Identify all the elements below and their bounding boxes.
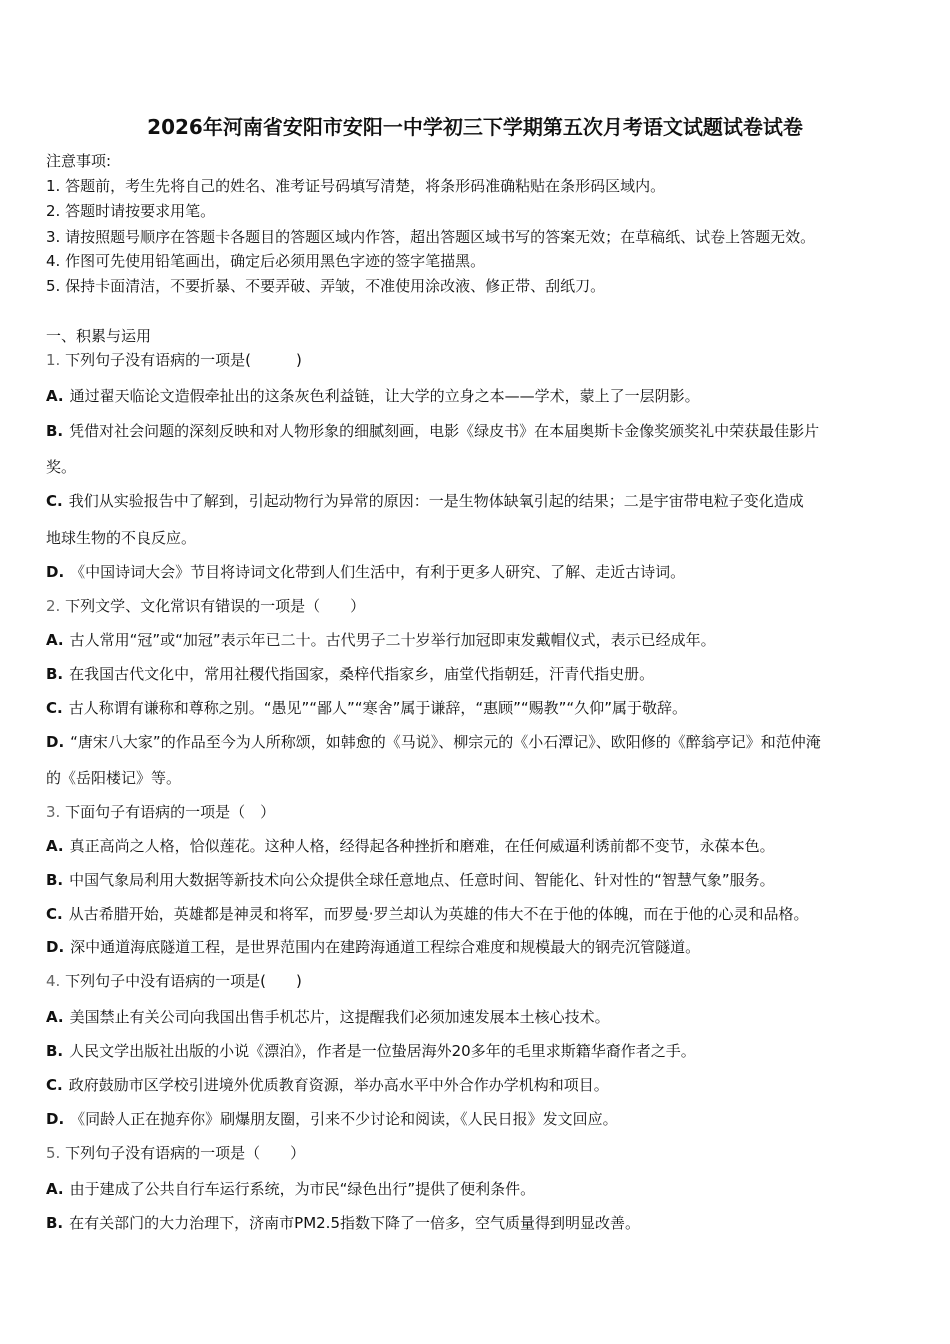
answer-option bbox=[46, 1179, 535, 1199]
answer-option bbox=[46, 630, 716, 650]
answer-option bbox=[46, 1007, 610, 1027]
question-number: 5. bbox=[46, 1144, 61, 1162]
answer-option bbox=[46, 1075, 609, 1095]
question-text: 下列句子中没有语病的一项是( ) bbox=[65, 972, 302, 990]
option-text-continued: 地球生物的不良反应。 bbox=[46, 529, 197, 547]
answer-option bbox=[46, 562, 685, 582]
option-letter: B. bbox=[46, 871, 64, 889]
option-letter: C. bbox=[46, 492, 63, 510]
option-text-continued: 的《岳阳楼记》等。 bbox=[46, 769, 182, 787]
question-text: 下列文学、文化常识有错误的一项是（ ） bbox=[65, 597, 366, 615]
option-text: 《中国诗词大会》节目将诗词文化带到人们生活中，有利于更多人研究、了解、走近古诗词。 bbox=[70, 563, 686, 581]
notice-text: 1. 答题前，考生先将自己的姓名、准考证号码填写清楚，将条形码准确粘贴在条形码区域内。 bbox=[46, 177, 666, 195]
option-letter: B. bbox=[46, 1042, 64, 1060]
option-text: 古人常用“冠”或“加冠”表示年已二十。古代男子二十岁举行加冠即束发戴帽仪式，表示已经成年。 bbox=[69, 631, 716, 649]
option-letter: C. bbox=[46, 699, 63, 717]
option-letter: C. bbox=[46, 905, 63, 923]
question-stem bbox=[46, 596, 365, 616]
question-stem bbox=[46, 802, 275, 822]
option-letter: A. bbox=[46, 1008, 64, 1026]
option-text: 人民文学出版社出版的小说《漂泊》，作者是一位蛰居海外20多年的毛里求斯籍华裔作者之手。 bbox=[69, 1042, 696, 1060]
answer-option bbox=[46, 421, 819, 441]
option-text: 通过翟天临论文造假牵扯出的这条灰色利益链，让大学的立身之本——学术，蒙上了一层阴影。 bbox=[69, 387, 700, 405]
notice-item bbox=[46, 251, 485, 271]
notice-item bbox=[46, 176, 665, 196]
option-text: 中国气象局利用大数据等新技术向公众提供全球任意地点、任意时间、智能化、针对性的“智慧气象”服务。 bbox=[69, 871, 775, 889]
notice-text: 2. 答题时请按要求用笔。 bbox=[46, 202, 216, 220]
option-text: 在我国古代文化中，常用社稷代指国家，桑梓代指家乡，庙堂代指朝廷，汗青代指史册。 bbox=[69, 665, 655, 683]
answer-option bbox=[46, 491, 804, 511]
option-text: “唐宋八大家”的作品至今为人所称颂，如韩愈的《马说》、柳宗元的《小石潭记》、欧阳修的《醉翁亭记》和范仲淹 bbox=[70, 733, 821, 751]
option-text: 真正高尚之人格，恰似莲花。这种人格，经得起各种挫折和磨难，在任何威逼利诱前都不变节，永葆本色。 bbox=[69, 837, 775, 855]
option-text: 由于建成了公共自行车运行系统，为市民“绿色出行”提供了便利条件。 bbox=[69, 1180, 536, 1198]
notice-item bbox=[46, 227, 815, 247]
option-letter: D. bbox=[46, 938, 65, 956]
answer-option bbox=[46, 836, 775, 856]
question-number: 4. bbox=[46, 972, 61, 990]
answer-option bbox=[46, 698, 687, 718]
answer-option bbox=[46, 937, 700, 957]
option-text: 深中通道海底隧道工程，是世界范围内在建跨海通道工程综合难度和规模最大的钢壳沉管隧道。 bbox=[70, 938, 701, 956]
answer-option bbox=[46, 1041, 696, 1061]
option-letter: A. bbox=[46, 631, 64, 649]
notice-text: 5. 保持卡面清洁，不要折暴、不要弄破、弄皱，不准使用涂改液、修正带、刮纸刀。 bbox=[46, 277, 606, 295]
answer-option bbox=[46, 904, 809, 924]
option-letter: A. bbox=[46, 1180, 64, 1198]
answer-option bbox=[46, 1213, 640, 1233]
question-text: 下面句子有语病的一项是（ ） bbox=[65, 803, 276, 821]
option-letter: A. bbox=[46, 837, 64, 855]
notice-item bbox=[46, 276, 605, 296]
answer-option bbox=[46, 732, 821, 752]
option-letter: B. bbox=[46, 422, 64, 440]
option-text: 在有关部门的大力治理下，济南市PM2.5指数下降了一倍多，空气质量得到明显改善。 bbox=[69, 1214, 640, 1232]
option-text: 美国禁止有关公司向我国出售手机芯片，这提醒我们必须加速发展本土核心技术。 bbox=[69, 1008, 610, 1026]
answer-option bbox=[46, 1109, 618, 1129]
exam-title: 2026年河南省安阳市安阳一中学初三下学期第五次月考语文试题试卷试卷 bbox=[147, 115, 803, 139]
notice-item bbox=[46, 201, 215, 221]
question-text: 下列句子没有语病的一项是( ) bbox=[65, 351, 302, 369]
option-text: 我们从实验报告中了解到，引起动物行为异常的原因：一是生物体缺氧引起的结果；二是宇宙带电粒子变化造成 bbox=[68, 492, 804, 510]
option-text: 从古希腊开始，英雄都是神灵和将军，而罗曼·罗兰却认为英雄的伟大不在于他的体魄，而在于他的心灵和品格。 bbox=[68, 905, 809, 923]
notice-text: 4. 作图可先使用铅笔画出，确定后必须用黑色字迹的签字笔描黑。 bbox=[46, 252, 486, 270]
option-text: 政府鼓励市区学校引进境外优质教育资源，举办高水平中外合作办学机构和项目。 bbox=[68, 1076, 609, 1094]
option-letter: B. bbox=[46, 665, 64, 683]
question-stem bbox=[46, 350, 302, 370]
option-text: 《同龄人正在抛弃你》刷爆朋友圈，引来不少讨论和阅读，《人民日报》发文回应。 bbox=[70, 1110, 618, 1128]
question-number: 2. bbox=[46, 597, 61, 615]
question-number: 3. bbox=[46, 803, 61, 821]
option-letter: D. bbox=[46, 563, 65, 581]
option-text: 古人称谓有谦称和尊称之别。“愚见”“鄙人”“寒舍”属于谦辞，“惠顾”“赐教”“久仰”属于敬辞。 bbox=[68, 699, 687, 717]
section-heading: 一、积累与运用 bbox=[46, 327, 152, 345]
option-text-continued: 奖。 bbox=[46, 458, 77, 476]
question-number: 1. bbox=[46, 351, 61, 369]
question-text: 下列句子没有语病的一项是（ ） bbox=[65, 1144, 306, 1162]
option-letter: D. bbox=[46, 1110, 65, 1128]
notice-text: 3. 请按照题号顺序在答题卡各题目的答题区域内作答，超出答题区域书写的答案无效；在草稿纸、试卷上答题无效。 bbox=[46, 228, 816, 246]
question-stem bbox=[46, 971, 302, 991]
question-stem bbox=[46, 1143, 305, 1163]
answer-option-continued bbox=[46, 457, 76, 477]
answer-option bbox=[46, 386, 700, 406]
answer-option bbox=[46, 664, 654, 684]
option-letter: D. bbox=[46, 733, 65, 751]
answer-option-continued bbox=[46, 768, 181, 788]
answer-option bbox=[46, 870, 775, 890]
option-letter: A. bbox=[46, 387, 64, 405]
answer-option-continued bbox=[46, 528, 196, 548]
option-letter: B. bbox=[46, 1214, 64, 1232]
option-text: 凭借对社会问题的深刻反映和对人物形象的细腻刻画，电影《绿皮书》在本届奥斯卡金像奖颁奖礼中荣获最佳影片 bbox=[69, 422, 820, 440]
notice-heading: 注意事项: bbox=[46, 152, 112, 170]
option-letter: C. bbox=[46, 1076, 63, 1094]
